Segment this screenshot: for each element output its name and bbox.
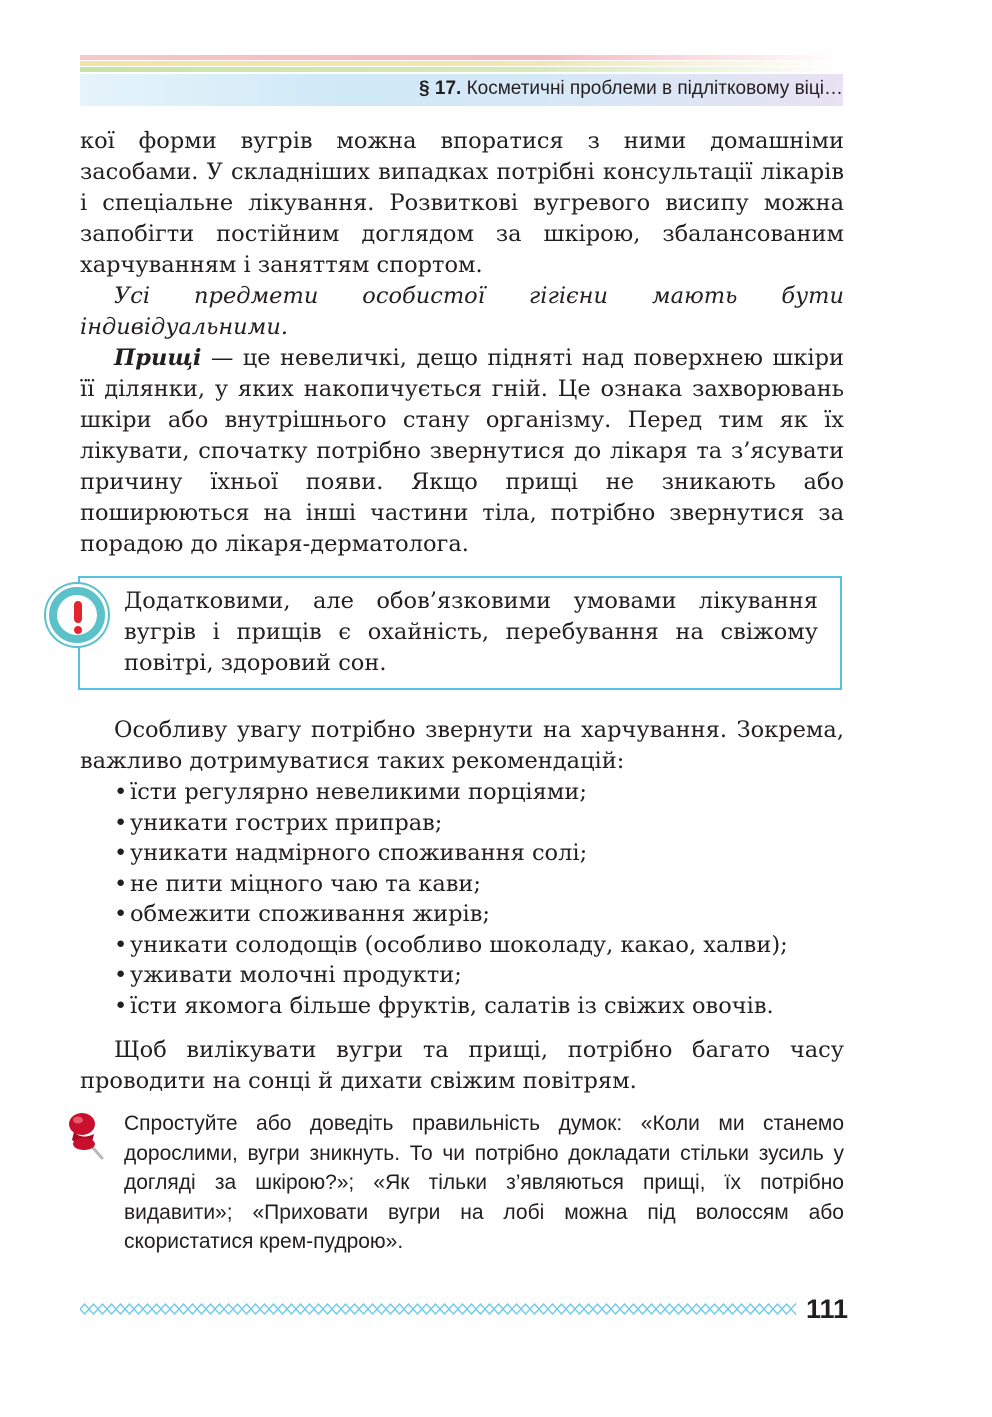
body-text-top bbox=[80, 126, 844, 560]
important-note-box bbox=[78, 576, 842, 690]
italic-paragraph: Усі предмети особистої гігієни мають бути індивідуальними. bbox=[80, 283, 844, 340]
bullet: • bbox=[114, 840, 128, 866]
header-stripe bbox=[80, 55, 843, 60]
note-text: Додатковими, але обов’язковими умовами лікування вугрів і прищів є охайність, перебування на свіжому повітрі, здоровий сон. bbox=[124, 588, 818, 676]
page-number: 111 bbox=[806, 1294, 849, 1324]
closing-paragraph: Щоб вилікувати вугри та прищі, потрібно багато часу проводити на сонці й дихати свіжим повітрям. bbox=[80, 1037, 844, 1094]
definition-paragraph bbox=[80, 343, 844, 560]
footer-ornament bbox=[80, 1302, 796, 1316]
list-item: • уникати солодощів (особливо шоколаду, какао, халви); bbox=[114, 930, 788, 961]
closing-section bbox=[80, 1035, 844, 1097]
list-item: • їсти регулярно невеликими порціями; bbox=[114, 777, 788, 808]
nutrition-section bbox=[80, 715, 844, 777]
bullet: • bbox=[114, 901, 128, 927]
pushpin-icon bbox=[66, 1110, 110, 1162]
list-item: • не пити міцного чаю та кави; bbox=[114, 869, 788, 900]
definition-text: — це невеличкі, дещо підняті над поверхнею шкіри її ділянки, у яких накопичується гній. Це ознака захворювань шкіри або внутрішнього стану організму. Перед тим як їх лікувати, спочатку потрібно звернутися до лікаря та з’ясувати причину їхньої появи. Якщо прищі не зникають або поширюються на інші частини тіла, потрібно звернутися за порадою до лікаря-дерматолога. bbox=[80, 345, 844, 557]
nutrition-intro: Особливу увагу потрібно звернути на харчування. Зокрема, важливо дотримуватися таких рекомендацій: bbox=[80, 717, 844, 774]
header-stripe bbox=[80, 67, 843, 72]
list-item: • їсти якомога більше фруктів, салатів із свіжих овочів. bbox=[114, 991, 788, 1022]
task-text: Спростуйте або доведіть правильність думок: «Коли ми станемо дорослими, вугри зникнуть. То чи потрібно докладати стільки зусиль у догляді за шкірою?»; «Як тільки з’являються прищі, їх потрібно видавити»; «Приховати вугри на лобі можна під волоссям або скористатися крем-пудрою». bbox=[124, 1112, 844, 1253]
bullet: • bbox=[114, 870, 128, 897]
bullet: • bbox=[114, 779, 128, 805]
header-stripe bbox=[80, 61, 843, 66]
running-header bbox=[419, 78, 843, 100]
bullet: • bbox=[114, 809, 128, 836]
list-item: • уникати надмірного споживання солі; bbox=[114, 838, 788, 869]
defined-term: Прищі bbox=[114, 345, 202, 371]
page-header bbox=[80, 55, 843, 107]
section-number: § 17. bbox=[419, 78, 462, 99]
section-title: Косметичні проблеми в підлітковому віці… bbox=[466, 78, 843, 99]
paragraph: кої форми вугрів можна впоратися з ними домашніми засобами. У складніших випадках потрібні консультації лікарів і спеціальне лікування. Розвиткові вугревого висипу можна запобігти постійним доглядом за шкірою, збалансованим харчуванням і заняттям спортом. bbox=[80, 128, 844, 278]
list-item: • уживати молочні продукти; bbox=[114, 960, 788, 991]
list-item: • обмежити споживання жирів; bbox=[114, 899, 788, 930]
bullet: • bbox=[114, 962, 128, 988]
list-item: • уникати гострих приправ; bbox=[114, 808, 788, 839]
exclamation-icon bbox=[46, 584, 108, 646]
recommendations-list bbox=[114, 777, 788, 1021]
bullet: • bbox=[114, 931, 128, 958]
bullet: • bbox=[114, 992, 128, 1019]
